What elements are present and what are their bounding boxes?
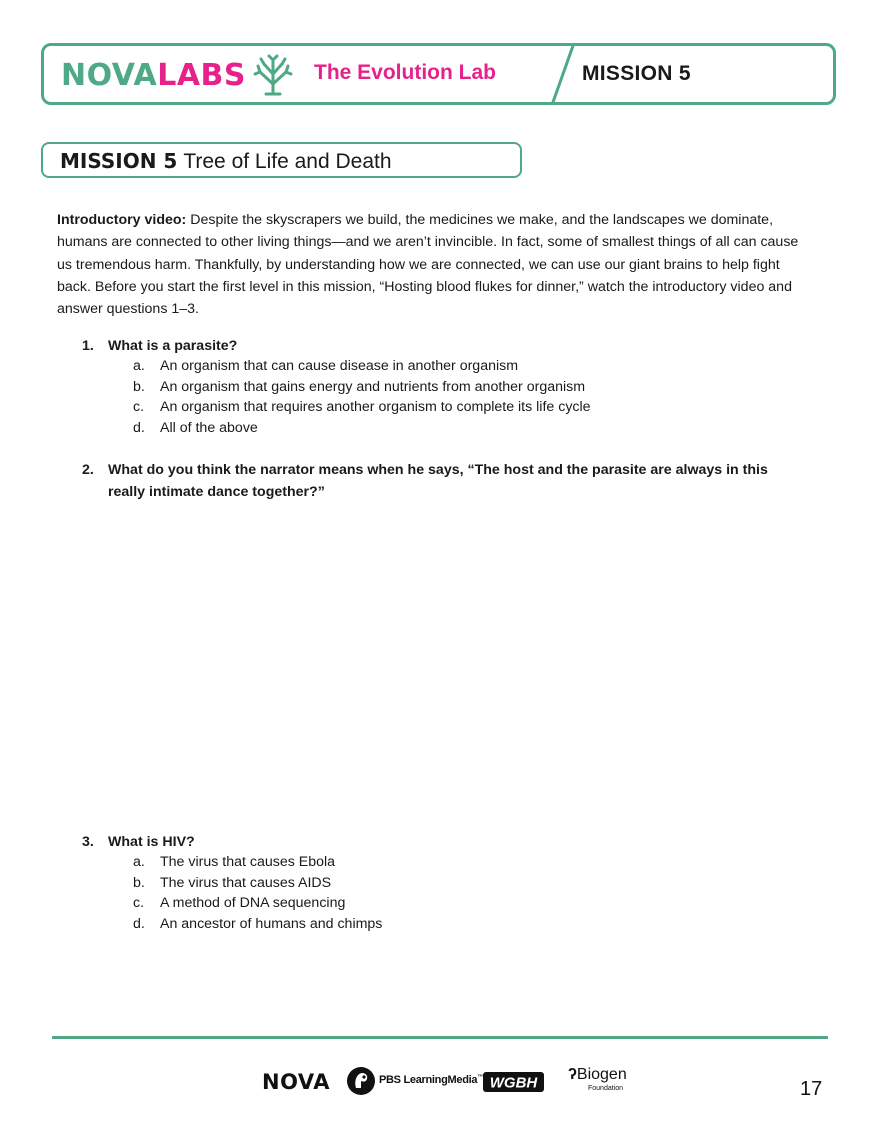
option-letter: c. <box>133 895 145 912</box>
wgbh-logo-text: WGBH <box>489 1074 538 1092</box>
section-number: MISSION 5 <box>60 149 178 173</box>
question-1-options <box>133 356 591 439</box>
option-text: An organism that can cause disease in another organism <box>160 358 519 374</box>
option-text: An organism that requires another organism to complete its life cycle <box>160 399 591 416</box>
header-divider <box>544 43 584 105</box>
question-text: What is a parasite? <box>108 338 238 354</box>
option-letter: b. <box>133 378 145 395</box>
wgbh-logo <box>482 1071 545 1093</box>
biogen-foundation-text: Foundation <box>588 1085 624 1092</box>
question-text-line-2: really intimate dance together?” <box>108 484 325 500</box>
option-letter: b. <box>133 874 145 891</box>
page-number: 17 <box>800 1078 823 1100</box>
option-text: An ancestor of humans and chimps <box>160 916 383 933</box>
section-title-box <box>41 142 522 178</box>
question-1 <box>82 335 237 357</box>
intro-paragraph <box>57 209 817 320</box>
footer-divider <box>52 1036 828 1039</box>
option-letter: c. <box>133 399 145 416</box>
option-text: All of the above <box>160 420 258 437</box>
question-number: 1. <box>82 338 94 354</box>
question-3-options <box>133 852 382 935</box>
biogen-mark-icon: ʔ <box>568 1066 577 1083</box>
option-item <box>133 397 591 418</box>
option-letter: d. <box>133 420 145 437</box>
pbs-learningmedia-logo <box>379 1074 483 1086</box>
section-name: Tree of Life and Death <box>183 150 392 173</box>
biogen-logo-text: Biogen <box>576 1066 627 1083</box>
question-text <box>108 459 768 503</box>
option-item <box>133 852 382 873</box>
question-2 <box>82 459 768 503</box>
option-letter: a. <box>133 854 145 870</box>
intro-label: Introductory video: <box>57 212 187 228</box>
question-number: 2. <box>82 462 94 478</box>
option-text: The virus that causes Ebola <box>160 854 336 870</box>
logo-labs-text: LABS <box>157 57 247 93</box>
header-banner <box>41 43 836 105</box>
question-text: What is HIV? <box>108 834 195 850</box>
option-text: An organism that gains energy and nutrients from another organism <box>160 378 586 395</box>
option-letter: d. <box>133 916 145 933</box>
question-3 <box>82 831 195 853</box>
section-title <box>60 149 392 174</box>
logo-nova-text: NOVA <box>61 57 158 93</box>
question-text-line-1: What do you think the narrator means when he says, “The host and the parasite are always in this <box>108 462 768 478</box>
nova-logo: NOVA <box>262 1070 330 1094</box>
option-letter: a. <box>133 358 145 374</box>
option-item <box>133 356 591 377</box>
question-number: 3. <box>82 834 94 850</box>
pbs-trademark: ™ <box>477 1074 483 1081</box>
option-item <box>133 893 382 914</box>
novalabs-logo <box>61 58 246 92</box>
lab-title: The Evolution Lab <box>314 61 496 84</box>
pbs-logo-text: PBS LearningMedia <box>379 1074 478 1086</box>
option-item <box>133 873 382 894</box>
mission-tag: MISSION 5 <box>582 62 691 85</box>
option-item <box>133 914 382 935</box>
option-text: The virus that causes AIDS <box>160 874 332 891</box>
option-item <box>133 377 591 398</box>
intro-text: Despite the skyscrapers we build, the medicines we make, and the landscapes we dominate, humans are connected to other living things—and we aren’t invincible. In fact, some of smallest things of all can cause us tremendous harm. Thankfully, by understanding how we are connected, we can use our giant brains to help fight back. Before you start the first level in this mission, “Hosting blood flukes for dinner,” watch the introductory video and answer questions 1–3. <box>57 212 799 318</box>
biogen-logo <box>568 1066 627 1084</box>
pbs-head-icon <box>346 1066 376 1096</box>
tree-icon <box>252 54 294 96</box>
option-text: A method of DNA sequencing <box>160 895 346 912</box>
option-item <box>133 418 591 439</box>
